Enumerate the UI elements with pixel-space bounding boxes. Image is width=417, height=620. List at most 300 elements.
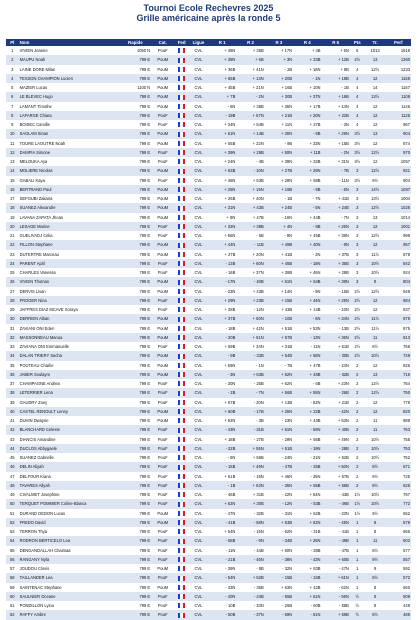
round-result-cell: + 10N xyxy=(293,83,321,92)
category-cell: PouF xyxy=(151,462,174,471)
round-result-cell: + 45B xyxy=(293,231,321,240)
category-cell: PouF xyxy=(151,481,174,490)
round-result-cell: - 58B xyxy=(208,536,236,545)
round-result-cell: + 58B xyxy=(293,176,321,185)
french-flag-icon xyxy=(178,169,185,174)
player-name-cell: SEFOUBI Zakaria xyxy=(19,194,120,203)
round-result-cell: - 26B xyxy=(321,388,349,397)
league-cell: CVL xyxy=(189,499,208,508)
rating-cell: 799 E xyxy=(120,499,152,508)
category-cell: PouM xyxy=(151,351,174,360)
round-result-cell: - 1N xyxy=(293,74,321,83)
table-row xyxy=(6,55,411,64)
round-result-cell: - 47N xyxy=(208,509,236,518)
french-flag-icon xyxy=(178,446,185,451)
category-cell: PouF xyxy=(151,527,174,536)
tiebreak-cell: 12 xyxy=(365,120,386,129)
performance-cell: 967 xyxy=(386,120,411,129)
points-cell: 4 xyxy=(350,120,365,129)
round-result-cell: + 13N xyxy=(236,74,264,83)
round-result-cell: + 51N xyxy=(236,333,264,342)
rating-cell: 799 E xyxy=(120,65,152,74)
round-result-cell: + 46N xyxy=(293,268,321,277)
rating-cell: 799 E xyxy=(120,240,152,249)
round-result-cell: - 55B xyxy=(265,592,293,601)
points-cell: 2½ xyxy=(350,342,365,351)
performance-cell: 921 xyxy=(386,166,411,175)
french-flag-icon xyxy=(178,187,185,192)
category-cell: PouM xyxy=(151,287,174,296)
table-row xyxy=(6,499,411,508)
performance-cell: 749 xyxy=(386,351,411,360)
round-result-cell: - 56N xyxy=(321,592,349,601)
league-cell: CVL xyxy=(189,287,208,296)
player-name-cell: VIVIEN Thomas xyxy=(19,277,120,286)
points-cell: 4 xyxy=(350,65,365,74)
column-header: R 1 xyxy=(208,39,236,46)
round-result-cell: + 31N xyxy=(321,157,349,166)
table-row xyxy=(6,305,411,314)
round-result-cell: - 33N xyxy=(321,509,349,518)
table-row xyxy=(6,314,411,323)
column-header: Perf xyxy=(386,39,411,46)
french-flag-icon xyxy=(178,465,185,470)
round-result-cell: - 9B xyxy=(265,139,293,148)
round-result-cell: + 31N xyxy=(208,203,236,212)
round-result-cell: + 48N xyxy=(208,46,236,55)
player-name-cell: CASTEL RENOULT Lenny xyxy=(19,407,120,416)
tiebreak-cell: 12 xyxy=(365,111,386,120)
tiebreak-cell: 13 xyxy=(365,129,386,138)
round-result-cell: + 28B xyxy=(208,305,236,314)
round-result-cell: - 32N xyxy=(265,564,293,573)
french-flag-icon xyxy=(178,409,185,414)
league-cell: CVL xyxy=(189,92,208,101)
round-result-cell: - 15N xyxy=(236,527,264,536)
player-name-cell: DELFOUR Kiana xyxy=(19,472,120,481)
player-name-cell: TERRON Thya xyxy=(19,527,120,536)
round-result-cell: - 37N xyxy=(236,610,264,619)
french-flag-icon xyxy=(178,344,185,349)
round-result-cell: - 46B xyxy=(208,490,236,499)
league-cell: CVL xyxy=(189,102,208,111)
tiebreak-cell: 8½ xyxy=(365,610,386,619)
points-cell: 3 xyxy=(350,231,365,240)
round-result-cell: + 12B xyxy=(321,55,349,64)
french-flag-icon xyxy=(178,594,185,599)
round-result-cell: - 31N xyxy=(265,509,293,518)
performance-cell: 1233 xyxy=(386,65,411,74)
round-result-cell: - 46B xyxy=(321,499,349,508)
federation-cell xyxy=(174,268,189,277)
round-result-cell: - 39N xyxy=(208,564,236,573)
table-row xyxy=(6,435,411,444)
league-cell: CVL xyxy=(189,462,208,471)
player-name-cell: DENGANDALLAH Chaimaa xyxy=(19,546,120,555)
league-cell: CVL xyxy=(189,111,208,120)
rating-cell: 799 E xyxy=(120,388,152,397)
round-result-cell: + 48B xyxy=(293,370,321,379)
table-row xyxy=(6,213,411,222)
tiebreak-cell: 8½ xyxy=(365,481,386,490)
place-cell: 11 xyxy=(6,139,19,148)
round-result-cell: - 23N xyxy=(265,416,293,425)
federation-cell xyxy=(174,361,189,370)
federation-cell xyxy=(174,416,189,425)
table-row xyxy=(6,203,411,212)
french-flag-icon xyxy=(178,196,185,201)
category-cell: PouM xyxy=(151,416,174,425)
place-cell: 6 xyxy=(6,92,19,101)
points-cell: 2 xyxy=(350,453,365,462)
place-cell: 21 xyxy=(6,231,19,240)
table-row xyxy=(6,268,411,277)
table-row xyxy=(6,379,411,388)
league-cell: CVL xyxy=(189,55,208,64)
round-result-cell: + 46N xyxy=(265,472,293,481)
table-header-row xyxy=(6,39,411,46)
league-cell: CVL xyxy=(189,592,208,601)
category-cell: PouM xyxy=(151,83,174,92)
rating-cell: 799 E xyxy=(120,157,152,166)
french-flag-icon xyxy=(178,270,185,275)
player-name-cell: LAFARGE Chiara xyxy=(19,111,120,120)
round-result-cell: - 5N xyxy=(208,453,236,462)
performance-cell: 763 xyxy=(386,425,411,434)
rating-cell: 799 E xyxy=(120,361,152,370)
federation-cell xyxy=(174,46,189,55)
points-cell: 2½ xyxy=(350,351,365,360)
category-cell: PouM xyxy=(151,583,174,592)
player-name-cell: ZAVIANI ONI Eden xyxy=(19,324,120,333)
league-cell: CVL xyxy=(189,472,208,481)
player-name-cell: MELOUKA Aya xyxy=(19,157,120,166)
round-result-cell: - 38N xyxy=(265,555,293,564)
category-cell: PouM xyxy=(151,370,174,379)
points-cell: 4½ xyxy=(350,55,365,64)
points-cell: 2½ xyxy=(350,314,365,323)
rating-cell: 799 E xyxy=(120,509,152,518)
round-result-cell: - 50B xyxy=(208,610,236,619)
round-result-cell: + 47B xyxy=(293,361,321,370)
place-cell: 61 xyxy=(6,601,19,610)
column-header: Nom xyxy=(19,39,120,46)
rating-cell: 799 E xyxy=(120,425,152,434)
tiebreak-cell: 12 xyxy=(365,398,386,407)
league-cell: CVL xyxy=(189,314,208,323)
french-flag-icon xyxy=(178,178,185,183)
category-cell: PouF xyxy=(151,499,174,508)
player-name-cell: SUANEZ Gabrielle xyxy=(19,453,120,462)
round-result-cell: + 24N xyxy=(208,157,236,166)
french-flag-icon xyxy=(178,85,185,90)
rating-cell: 799 E xyxy=(120,102,152,111)
player-name-cell: DERVIS Livan xyxy=(19,287,120,296)
federation-cell xyxy=(174,222,189,231)
round-result-cell: - 35B xyxy=(236,583,264,592)
player-name-cell: DAMPIA Simone xyxy=(19,148,120,157)
points-cell: 2 xyxy=(350,462,365,471)
place-cell: 57 xyxy=(6,564,19,573)
french-flag-icon xyxy=(178,317,185,322)
french-flag-icon xyxy=(178,529,185,534)
french-flag-icon xyxy=(178,372,185,377)
category-cell: PouF xyxy=(151,111,174,120)
federation-cell xyxy=(174,536,189,545)
round-result-cell: + 52N xyxy=(208,416,236,425)
league-cell: CVL xyxy=(189,601,208,610)
category-cell: PouF xyxy=(151,379,174,388)
round-result-cell: - 18N xyxy=(293,259,321,268)
points-cell: 1½ xyxy=(350,499,365,508)
place-cell: 10 xyxy=(6,129,19,138)
points-cell: 3½ xyxy=(350,157,365,166)
place-cell: 13 xyxy=(6,157,19,166)
rating-cell: 799 E xyxy=(120,74,152,83)
federation-cell xyxy=(174,305,189,314)
category-cell: PouM xyxy=(151,333,174,342)
table-row xyxy=(6,555,411,564)
round-result-cell: - 58N xyxy=(236,518,264,527)
federation-cell xyxy=(174,610,189,619)
round-result-cell: - 20N xyxy=(236,398,264,407)
performance-cell: 1146 xyxy=(386,102,411,111)
table-row xyxy=(6,370,411,379)
category-cell: PouF xyxy=(151,425,174,434)
table-row xyxy=(6,546,411,555)
federation-cell xyxy=(174,194,189,203)
points-cell: 4 xyxy=(350,92,365,101)
round-result-cell: + 20B xyxy=(265,74,293,83)
round-result-cell: + 26N xyxy=(293,536,321,545)
round-result-cell: + 60N xyxy=(265,546,293,555)
tiebreak-cell: 11 xyxy=(365,416,386,425)
round-result-cell: + 56B xyxy=(236,453,264,462)
federation-cell xyxy=(174,462,189,471)
place-cell: 3 xyxy=(6,65,19,74)
round-result-cell: - 41B xyxy=(208,518,236,527)
tiebreak-cell: 12 xyxy=(365,361,386,370)
category-cell: PouF xyxy=(151,546,174,555)
points-cell: 2 xyxy=(350,472,365,481)
federation-cell xyxy=(174,490,189,499)
round-result-cell: + 61N xyxy=(293,592,321,601)
place-cell: 28 xyxy=(6,296,19,305)
round-result-cell: - 44B xyxy=(236,546,264,555)
tiebreak-cell: 13 xyxy=(365,55,386,64)
rating-cell: 799 E xyxy=(120,481,152,490)
french-flag-icon xyxy=(178,104,185,109)
player-name-cell: FILLON Stephane xyxy=(19,240,120,249)
french-flag-icon xyxy=(178,289,185,294)
league-cell: CVL xyxy=(189,324,208,333)
place-cell: 24 xyxy=(6,259,19,268)
round-result-cell: - 27B xyxy=(236,435,264,444)
federation-cell xyxy=(174,527,189,536)
round-result-cell: + 39N xyxy=(265,157,293,166)
player-name-cell: TESSON CHAMPION Lucien xyxy=(19,74,120,83)
points-cell: 3 xyxy=(350,203,365,212)
round-result-cell: + 38B xyxy=(236,102,264,111)
table-row xyxy=(6,388,411,397)
round-result-cell: + 30N xyxy=(265,129,293,138)
tiebreak-cell: 8 xyxy=(365,527,386,536)
points-cell: 2 xyxy=(350,379,365,388)
player-name-cell: JABER Soulaym xyxy=(19,370,120,379)
place-cell: 26 xyxy=(6,277,19,286)
round-result-cell: + 51B xyxy=(321,342,349,351)
round-result-cell: + 53B xyxy=(236,176,264,185)
points-cell: ½ xyxy=(350,592,365,601)
french-flag-icon xyxy=(178,428,185,433)
round-result-cell: - 33N xyxy=(236,601,264,610)
place-cell: 42 xyxy=(6,425,19,434)
round-result-cell: + 56B xyxy=(265,388,293,397)
league-cell: CVL xyxy=(189,610,208,619)
place-cell: 34 xyxy=(6,351,19,360)
performance-cell: 652 xyxy=(386,509,411,518)
round-result-cell: + 14N xyxy=(265,287,293,296)
league-cell: CVL xyxy=(189,65,208,74)
category-cell: PouM xyxy=(151,324,174,333)
round-result-cell: + 43B xyxy=(265,305,293,314)
category-cell: PouF xyxy=(151,536,174,545)
federation-cell xyxy=(174,398,189,407)
tiebreak-cell: 11 xyxy=(365,536,386,545)
category-cell: PouM xyxy=(151,129,174,138)
place-cell: 4 xyxy=(6,74,19,83)
league-cell: CVL xyxy=(189,555,208,564)
round-result-cell: - 45N xyxy=(321,518,349,527)
category-cell: PouM xyxy=(151,213,174,222)
round-result-cell: + 60B xyxy=(321,555,349,564)
performance-cell: 999 xyxy=(386,231,411,240)
round-result-cell: + 26N xyxy=(321,222,349,231)
rating-cell: 799 E xyxy=(120,342,152,351)
round-result-cell: + 19B xyxy=(265,185,293,194)
player-name-cell: BOISEC Camille xyxy=(19,120,120,129)
french-flag-icon xyxy=(178,492,185,497)
round-result-cell: + 13B xyxy=(265,398,293,407)
rating-cell: 799 E xyxy=(120,398,152,407)
player-name-cell: SAULNIER Oceane xyxy=(19,592,120,601)
round-result-cell: + 53B xyxy=(265,518,293,527)
performance-cell: 753 xyxy=(386,444,411,453)
player-name-cell: RAFFY Ambre xyxy=(19,610,120,619)
round-result-cell: - 2N xyxy=(236,92,264,101)
table-row xyxy=(6,444,411,453)
player-name-cell: ZAVIANA ONI Emmanuelle xyxy=(19,342,120,351)
category-cell: PouF xyxy=(151,398,174,407)
federation-cell xyxy=(174,499,189,508)
round-result-cell: + 21B xyxy=(265,111,293,120)
federation-cell xyxy=(174,324,189,333)
round-result-cell: + 31B xyxy=(236,490,264,499)
round-result-cell: - 5B xyxy=(293,129,321,138)
player-name-cell: TAILLANDER Lea xyxy=(19,573,120,582)
league-cell: CVL xyxy=(189,370,208,379)
league-cell: CVL xyxy=(189,407,208,416)
round-result-cell: + 61N xyxy=(265,425,293,434)
round-result-cell: + 24B xyxy=(265,203,293,212)
round-result-cell: - 17B xyxy=(236,407,264,416)
round-result-cell: - 2B xyxy=(208,388,236,397)
round-result-cell: - 58B xyxy=(321,601,349,610)
table-row xyxy=(6,277,411,286)
category-cell: PouF xyxy=(151,46,174,55)
place-cell: 54 xyxy=(6,536,19,545)
points-cell: 2 xyxy=(350,388,365,397)
round-result-cell: + 21B xyxy=(321,398,349,407)
rating-cell: 799 E xyxy=(120,166,152,175)
performance-cell: 957 xyxy=(386,240,411,249)
tiebreak-cell: 8½ xyxy=(365,546,386,555)
player-name-cell: MOLIERE Nicolas xyxy=(19,166,120,175)
performance-cell: 813 xyxy=(386,333,411,342)
performance-cell: 1004 xyxy=(386,194,411,203)
rating-cell: 1100 N xyxy=(120,83,152,92)
tiebreak-cell: 11 xyxy=(365,333,386,342)
round-result-cell: - 59N xyxy=(293,425,321,434)
table-row xyxy=(6,222,411,231)
place-cell: 33 xyxy=(6,342,19,351)
table-row xyxy=(6,74,411,83)
round-result-cell: + 52N xyxy=(265,370,293,379)
french-flag-icon xyxy=(178,511,185,516)
round-result-cell: - 29N xyxy=(265,435,293,444)
round-result-cell: - 35N xyxy=(293,472,321,481)
round-result-cell: + 62B xyxy=(293,509,321,518)
round-result-cell: + 23B xyxy=(293,55,321,64)
league-cell: CVL xyxy=(189,435,208,444)
rating-cell: 799 E xyxy=(120,601,152,610)
round-result-cell: + 45B xyxy=(265,259,293,268)
round-result-cell: + 29N xyxy=(321,129,349,138)
round-result-cell: - 5B xyxy=(293,185,321,194)
player-name-cell: BLANCHARD Celeste xyxy=(19,425,120,434)
points-cell: 1 xyxy=(350,564,365,573)
points-cell: 3 xyxy=(350,185,365,194)
round-result-cell: + 37B xyxy=(208,314,236,323)
rating-cell: 799 E xyxy=(120,314,152,323)
tiebreak-cell: 10½ xyxy=(365,351,386,360)
category-cell: PouF xyxy=(151,573,174,582)
round-result-cell: + 53N xyxy=(321,416,349,425)
category-cell: PouF xyxy=(151,444,174,453)
round-result-cell: + 40N xyxy=(293,240,321,249)
federation-cell xyxy=(174,564,189,573)
column-header: R 4 xyxy=(293,39,321,46)
round-result-cell: - 45N xyxy=(236,555,264,564)
french-flag-icon xyxy=(178,363,185,368)
french-flag-icon xyxy=(178,566,185,571)
player-name-cell: DUTERTRE Marceau xyxy=(19,250,120,259)
points-cell: 2½ xyxy=(350,305,365,314)
round-result-cell: - 13B xyxy=(321,324,349,333)
tiebreak-cell: 12½ xyxy=(365,231,386,240)
player-name-cell: LESAGE Marine xyxy=(19,222,120,231)
round-result-cell: + 52B xyxy=(236,573,264,582)
round-result-cell: - 52N xyxy=(265,527,293,536)
place-cell: 27 xyxy=(6,287,19,296)
category-cell: PouM xyxy=(151,240,174,249)
table-row xyxy=(6,194,411,203)
player-name-cell: LETERRIER Lena xyxy=(19,388,120,397)
points-cell: 3 xyxy=(350,222,365,231)
round-result-cell: - 15B xyxy=(208,462,236,471)
player-name-cell: POUTEAU Charlie xyxy=(19,361,120,370)
points-cell: 2 xyxy=(350,407,365,416)
